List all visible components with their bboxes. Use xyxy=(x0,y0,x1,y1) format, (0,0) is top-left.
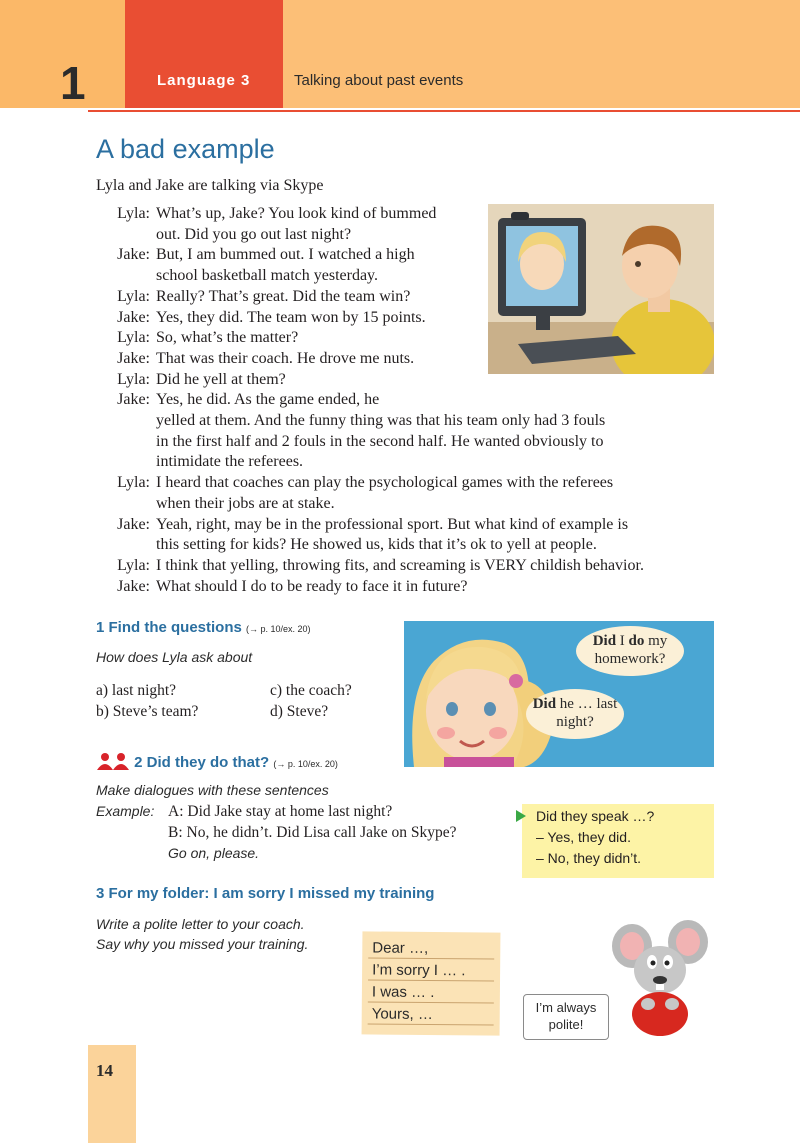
dialogue-line xyxy=(96,432,716,453)
page-number-strip xyxy=(88,1045,136,1143)
speaker: Lyla: xyxy=(117,556,150,574)
ex2-title: 2 Did they do that? xyxy=(134,754,270,771)
line-text: I heard that coaches can play the psychological games with the referees xyxy=(156,474,614,492)
speaker: Jake: xyxy=(117,246,150,264)
mouse-character xyxy=(608,918,714,1036)
bubble-text: my xyxy=(644,633,668,649)
line-text: But, I am bummed out. I watched a high xyxy=(156,246,415,264)
speaker: Jake: xyxy=(117,391,150,409)
line-text: Really? That’s great. Did the team win? xyxy=(156,287,411,305)
ex2-heading xyxy=(96,752,338,771)
page-title: A bad example xyxy=(96,134,275,164)
line-text: What should I do to be ready to face it in future? xyxy=(156,577,468,595)
line-text: I think that yelling, throwing fits, and screaming is VERY childish behavior. xyxy=(156,556,644,574)
line-text: yelled at them. And the funny thing was that his team only had 3 fouls xyxy=(156,412,606,430)
speaker xyxy=(96,225,156,246)
dialogue-line xyxy=(96,473,716,494)
line-text: Yes, he did. As the game ended, he xyxy=(156,391,380,409)
speaker: Lyla: xyxy=(117,205,150,222)
bubble-line: night? xyxy=(556,714,594,730)
speaker xyxy=(96,266,156,287)
girl-illustration xyxy=(404,621,714,767)
ex2-ref: (→ p. 10/ex. 20) xyxy=(273,759,338,769)
header-right-band xyxy=(283,0,800,108)
line-text: this setting for kids? He showed us, kids that it’s ok to yell at people. xyxy=(156,536,597,554)
example-row xyxy=(96,801,457,822)
grammar-no: – No, they didn’t. xyxy=(536,850,642,866)
line-text: out. Did you go out last night? xyxy=(156,225,352,243)
line-text: What’s up, Jake? You look kind of bummed xyxy=(156,205,437,222)
example-go-on: Go on, please. xyxy=(168,845,260,861)
speaker xyxy=(96,535,156,556)
bubble-line: homework? xyxy=(594,651,666,667)
grammar-question: Did they speak …? xyxy=(536,808,655,824)
grammar-yes: – Yes, they did. xyxy=(536,829,631,845)
note-line-text: I’m sorry I … . xyxy=(372,961,466,980)
speaker: Lyla: xyxy=(117,474,150,492)
ex3-heading: 3 For my folder: I am sorry I missed my training xyxy=(96,885,435,902)
speaker xyxy=(96,432,156,453)
ex2-example xyxy=(96,801,457,864)
dialogue-line xyxy=(96,556,716,577)
page-number: 14 xyxy=(96,1061,113,1080)
line-text: in the first half and 2 fouls in the second half. He wanted obviously to xyxy=(156,432,604,450)
letter-note xyxy=(362,931,501,1035)
header-section-band xyxy=(125,0,283,108)
line-text: Yes, they did. The team won by 15 points. xyxy=(156,308,426,326)
example-line-a: A: Did Jake stay at home last night? xyxy=(168,803,393,820)
ex3-instruction-line: Say why you missed your training. xyxy=(96,936,309,952)
ex3-instruction xyxy=(96,914,308,954)
note-line-text: Yours, … xyxy=(371,1005,433,1024)
mouse-speech-text: I’m always polite! xyxy=(535,1000,597,1032)
line-text: intimidate the referees. xyxy=(156,453,304,471)
line-text: So, what’s the matter? xyxy=(156,329,299,347)
speaker: Jake: xyxy=(117,349,150,367)
line-text: school basketball match yesterday. xyxy=(156,267,378,285)
topic-label: Talking about past events xyxy=(294,72,464,89)
skype-illustration xyxy=(488,204,714,374)
speaker: Lyla: xyxy=(117,370,150,388)
bubble-bold: Did xyxy=(532,696,557,712)
line-text: when their jobs are at stake. xyxy=(156,494,335,512)
line-text: That was their coach. He drove me nuts. xyxy=(156,349,415,367)
ex1-option: a) last night? xyxy=(96,682,177,699)
speech-bubble-homework xyxy=(576,626,684,676)
pair-work-icon xyxy=(96,752,130,770)
dialogue-line xyxy=(96,535,716,556)
dialogue-line xyxy=(96,515,716,536)
speaker: Lyla: xyxy=(117,287,150,305)
speaker: Jake: xyxy=(117,577,150,595)
header-divider xyxy=(88,110,800,112)
ex1-option: c) the coach? xyxy=(270,682,352,699)
skype-scene-svg xyxy=(488,204,714,374)
arrow-right-icon xyxy=(516,810,526,822)
section-label: Language 3 xyxy=(157,72,251,89)
bubble-bold: do xyxy=(628,633,645,649)
bubble-text: I xyxy=(616,633,629,649)
example-label: Example: xyxy=(96,803,155,819)
dialogue-line xyxy=(96,390,716,411)
ex1-instruction: How does Lyla ask about xyxy=(96,649,253,665)
dialogue-line xyxy=(96,411,716,432)
speaker xyxy=(96,452,156,473)
dialogue-line xyxy=(96,577,716,598)
ex1-title: 1 Find the questions xyxy=(96,619,242,636)
ex1-option: d) Steve? xyxy=(270,703,329,720)
dialogue-line xyxy=(96,494,716,515)
speech-bubble-last-night xyxy=(526,689,624,739)
grammar-box xyxy=(522,804,714,878)
mouse-speech-callout xyxy=(523,994,609,1040)
unit-number: 1 xyxy=(60,57,86,109)
ex3-instruction-line: Write a polite letter to your coach. xyxy=(96,916,305,932)
speaker: Lyla: xyxy=(117,329,150,347)
line-text: Yeah, right, may be in the professional sport. But what kind of example is xyxy=(156,515,629,533)
bubble-line xyxy=(526,695,624,713)
bubble-line xyxy=(576,632,684,650)
speaker: Jake: xyxy=(117,515,150,533)
speaker xyxy=(96,411,156,432)
note-line-text: I was … . xyxy=(371,983,435,1002)
bubble-text: he … last xyxy=(556,696,618,712)
speaker xyxy=(96,494,156,515)
ex2-instruction: Make dialogues with these sentences xyxy=(96,782,329,798)
intro-text: Lyla and Jake are talking via Skype xyxy=(96,177,324,194)
bubble-bold: Did xyxy=(592,633,617,649)
speaker: Jake: xyxy=(117,308,150,326)
ex1-heading xyxy=(96,619,311,636)
dialogue-line xyxy=(96,452,716,473)
ex1-ref: (→ p. 10/ex. 20) xyxy=(246,624,311,634)
note-line-text: Dear …, xyxy=(372,939,429,957)
line-text: Did he yell at them? xyxy=(156,370,286,388)
ex1-option: b) Steve’s team? xyxy=(96,703,199,720)
example-line-b: B: No, he didn’t. Did Lisa call Jake on Skype? xyxy=(168,824,457,841)
